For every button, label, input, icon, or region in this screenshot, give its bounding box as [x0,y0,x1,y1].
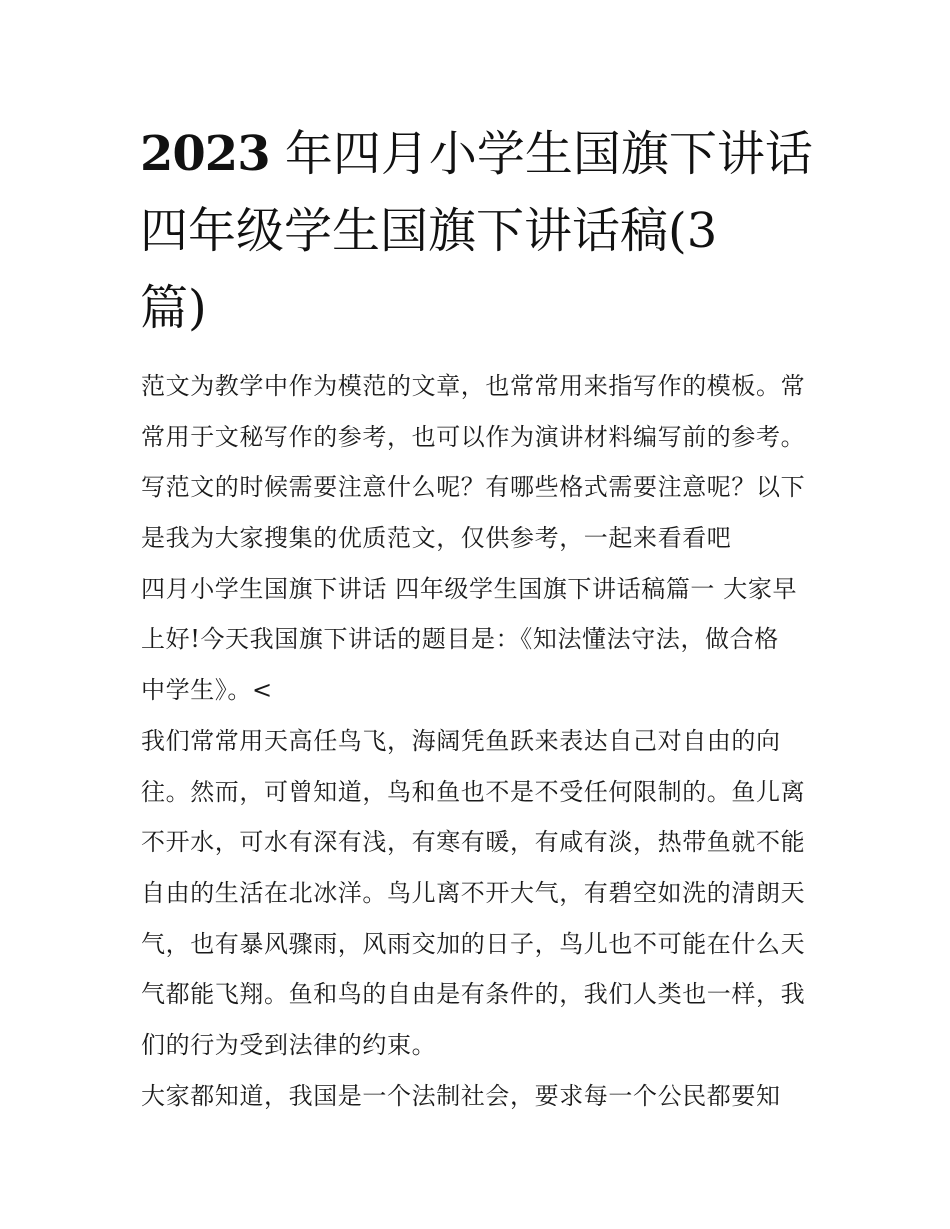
speech-heading-line-2: 上好!今天我国旗下讲话的题目是：《知法懂法守法，做合格 [141,625,779,654]
intro-line-2: 常用于文秘写作的参考，也可以作为演讲材料编写前的参考。 [141,422,806,451]
title-line-1 [140,116,820,193]
paragraph-freedom-line-5: 气，也有暴风骤雨，风雨交加的日子，鸟儿也不可能在什么天 [141,929,806,958]
speech-heading-line-1: 四月小学生国旗下讲话 四年级学生国旗下讲话稿篇一 大家早 [141,574,798,603]
document-title [140,116,820,347]
speech-heading-line-3: 中学生》。< [141,676,273,705]
document-body [141,361,831,1121]
title-line-2: 四年级学生国旗下讲话稿(3 [140,203,718,259]
paragraph-freedom-line-7: 们的行为受到法律的约束。 [141,1030,437,1059]
intro-line-4: 是我为大家搜集的优质范文，仅供参考，一起来看看吧 [141,524,732,553]
paragraph-freedom-line-6: 气都能飞翔。鱼和鸟的自由是有条件的，我们人类也一样，我 [141,980,806,1009]
title-line-3: 篇) [140,280,207,336]
paragraph-law-line-1: 大家都知道，我国是一个法制社会，要求每一个公民都要知 [141,1081,781,1110]
paragraph-freedom-line-1: 我们常常用天高任鸟飞，海阔凭鱼跃来表达自己对自由的向 [141,726,781,755]
title-year: 2023 [140,126,270,182]
paragraph-freedom-line-3: 不开水，可水有深有浅，有寒有暖，有咸有淡，热带鱼就不能 [141,828,806,857]
title-line-1-text: 年四月小学生国旗下讲话 [269,126,813,182]
paragraph-freedom-line-2: 往。然而，可曾知道，鸟和鱼也不是不受任何限制的。鱼儿离 [141,777,806,806]
intro-line-3: 写范文的时候需要注意什么呢？有哪些格式需要注意呢？以下 [141,473,806,502]
paragraph-freedom-line-4: 自由的生活在北冰洋。鸟儿离不开大气，有碧空如洗的清朗天 [141,878,806,907]
intro-line-1: 范文为教学中作为模范的文章，也常常用来指写作的模板。常 [141,372,806,400]
